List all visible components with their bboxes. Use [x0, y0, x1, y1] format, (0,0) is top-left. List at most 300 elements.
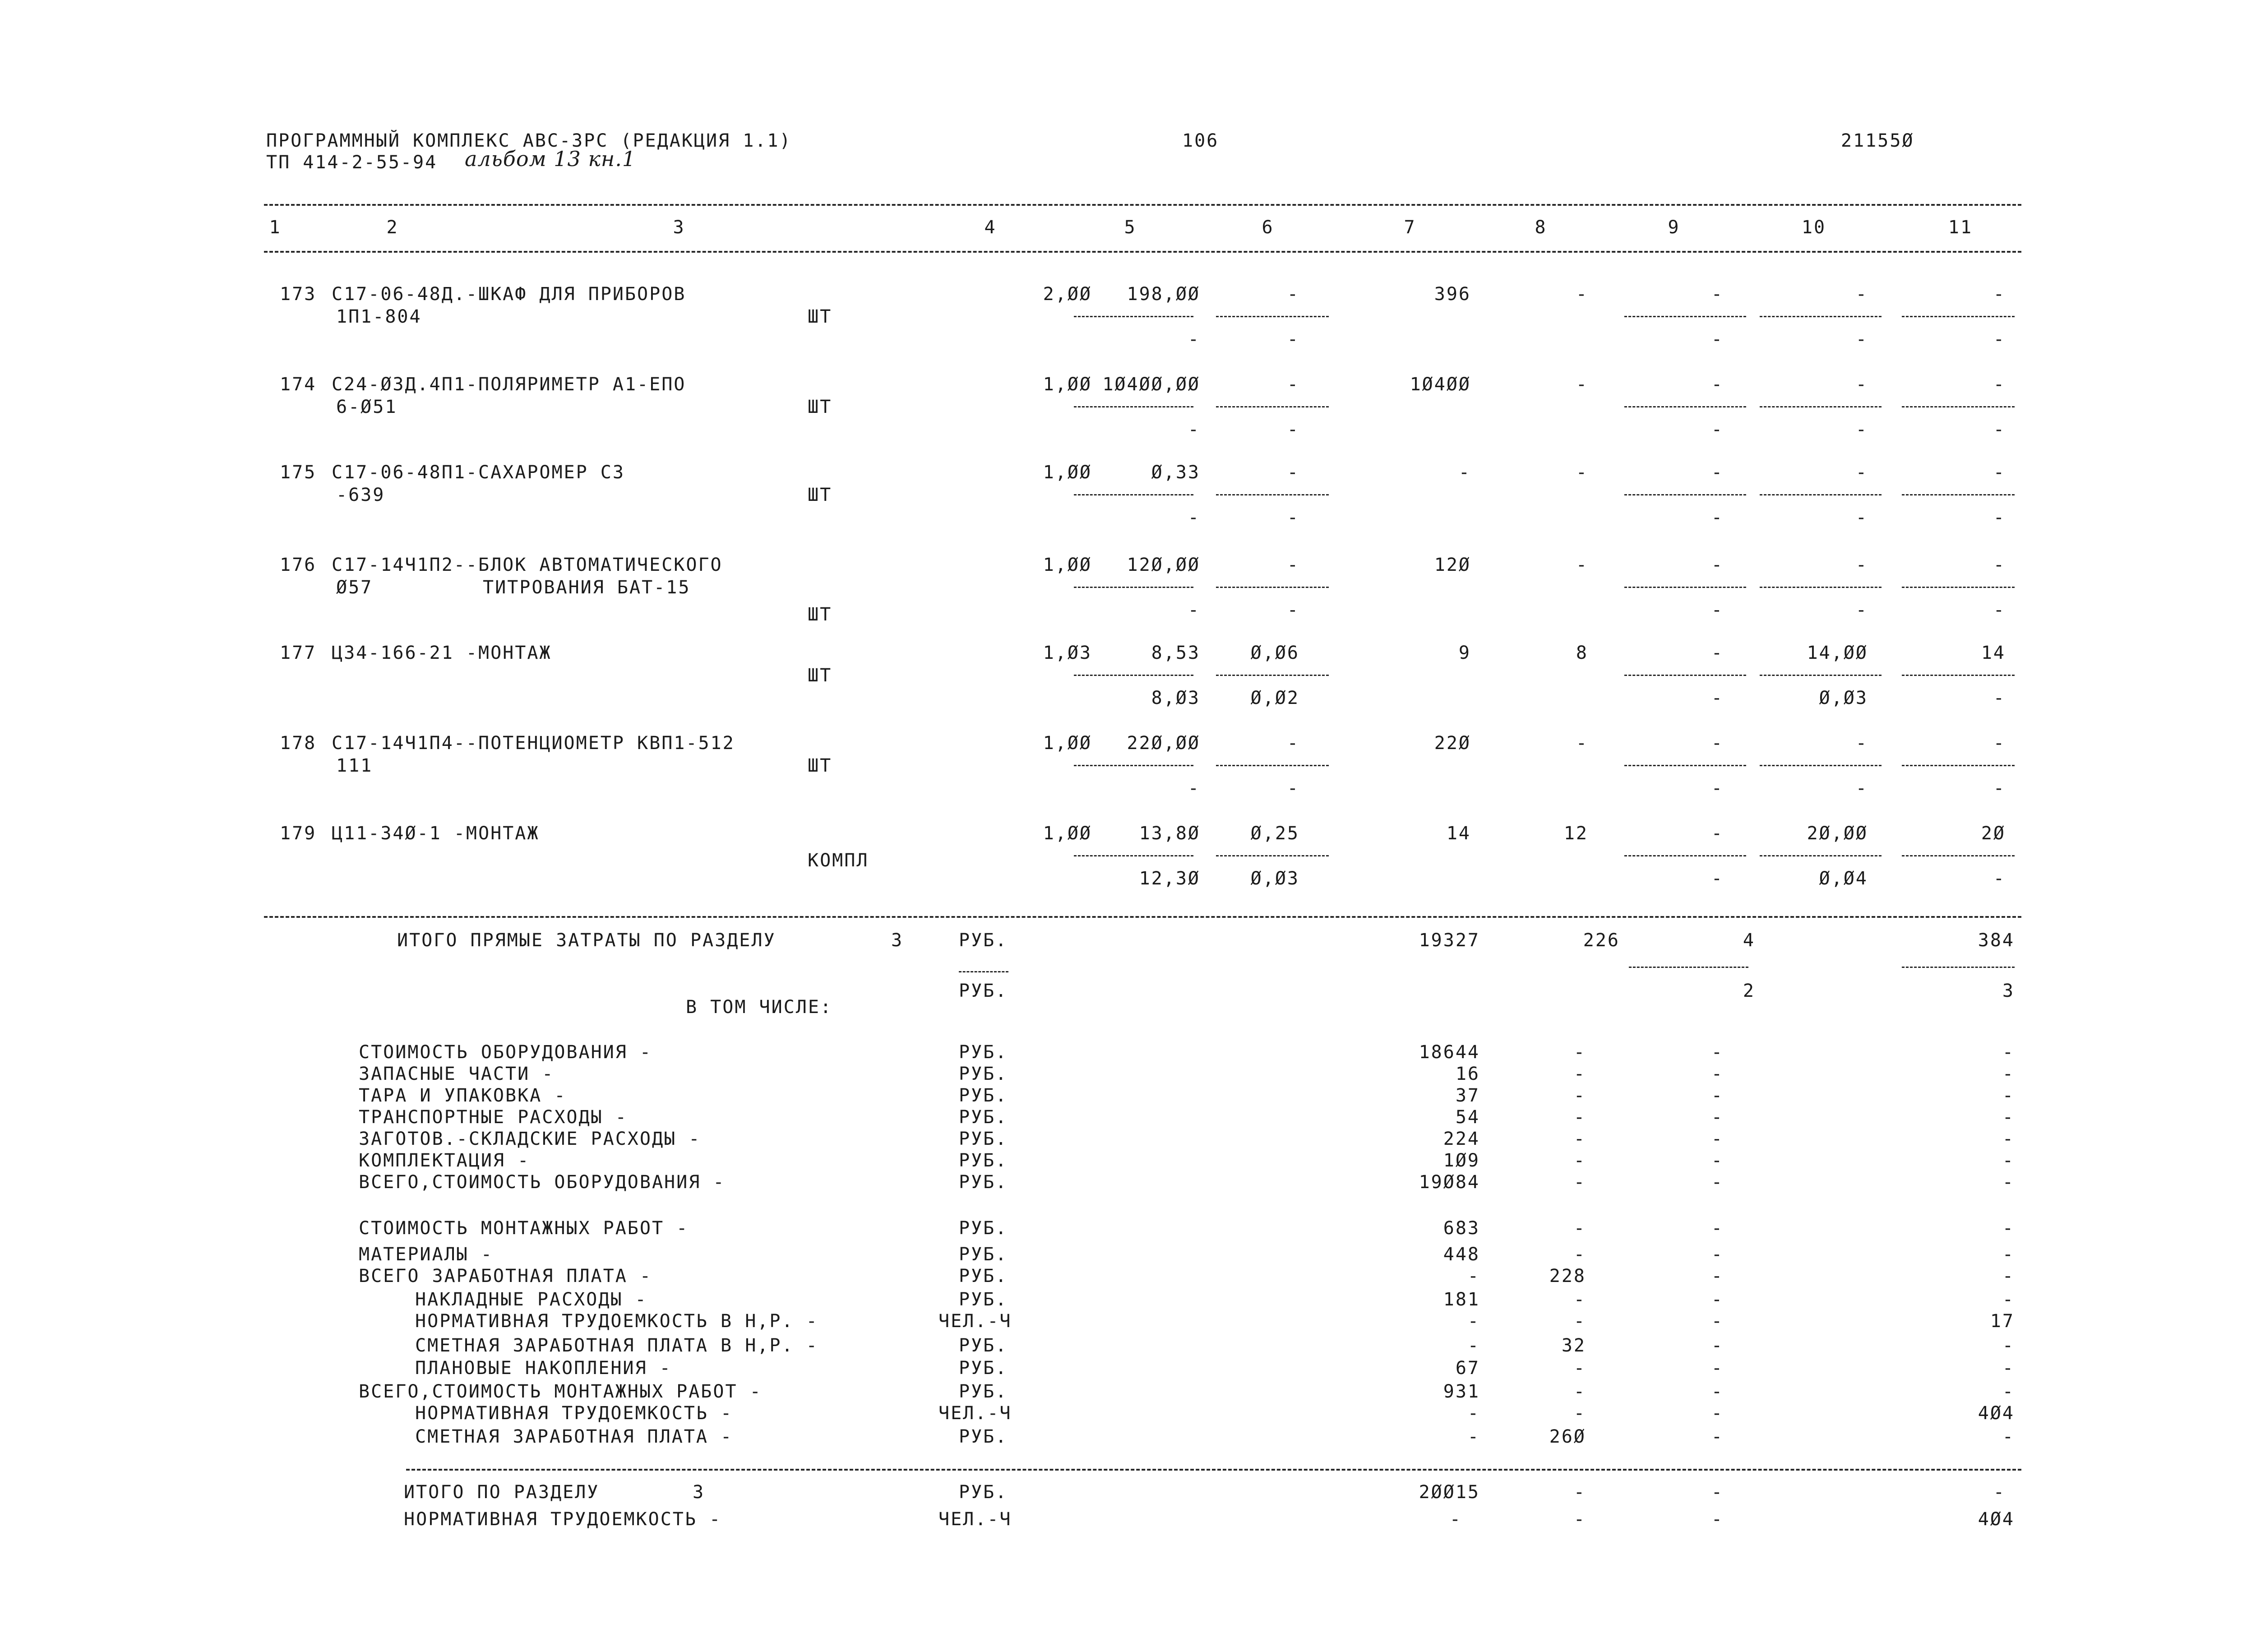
item-col6-lower: -	[1287, 419, 1299, 440]
breakdown-col7: 67	[1455, 1358, 1480, 1379]
item-quantity: 1,ØØ	[1043, 462, 1092, 483]
breakdown-col9: -	[1711, 1358, 1724, 1379]
item-sep-col10	[1760, 855, 1882, 856]
column-header-6: 6	[1262, 217, 1274, 238]
item-col8: -	[1576, 284, 1588, 305]
item-col6: -	[1287, 284, 1299, 305]
item-col6-lower: -	[1287, 778, 1299, 799]
breakdown-label: ВСЕГО,СТОИМОСТЬ ОБОРУДОВАНИЯ -	[359, 1172, 726, 1193]
item-sep-col5	[1074, 316, 1193, 317]
item-col5: 1Ø4ØØ,ØØ	[1102, 374, 1200, 395]
breakdown-unit: ЧЕЛ.-Ч	[938, 1311, 1012, 1332]
item-col7: -	[1458, 462, 1471, 483]
breakdown-col8: -	[1573, 1218, 1586, 1239]
section-total-label: ИТОГО ПО РАЗДЕЛУ	[404, 1482, 600, 1503]
breakdown-label: ВСЕГО,СТОИМОСТЬ МОНТАЖНЫХ РАБОТ -	[359, 1381, 762, 1402]
item-code-name: С17-14Ч1П2--БЛОК АВТОМАТИЧЕСКОГО	[332, 555, 723, 575]
item-code-name: С17-06-48П1-САХАРОМЕР С3	[332, 462, 625, 483]
breakdown-col9: -	[1711, 1311, 1724, 1332]
item-col10-lower: -	[1855, 507, 1868, 528]
item-col6-lower: -	[1287, 600, 1299, 620]
total-direct-col9b: 2	[1743, 981, 1755, 1001]
item-name-cont: -639	[336, 485, 385, 505]
breakdown-label: СТОИМОСТЬ ОБОРУДОВАНИЯ -	[359, 1042, 652, 1063]
item-sep-col6	[1216, 855, 1329, 856]
breakdown-col9: -	[1711, 1107, 1724, 1128]
breakdown-col8: -	[1573, 1172, 1586, 1193]
breakdown-col8: -	[1573, 1403, 1586, 1424]
breakdown-unit: РУБ.	[959, 1042, 1008, 1063]
breakdown-unit: РУБ.	[959, 1172, 1008, 1193]
breakdown-col9: -	[1711, 1403, 1724, 1424]
breakdown-col11: -	[2002, 1042, 2015, 1063]
total-direct-unit: РУБ.	[959, 930, 1008, 951]
item-number: 178	[280, 733, 317, 754]
item-col5: 198,ØØ	[1127, 284, 1200, 305]
item-col7: 396	[1434, 284, 1471, 305]
item-name-cont2: ТИТРОВАНИЯ БАТ-15	[483, 577, 691, 598]
item-sep-col9	[1624, 675, 1746, 676]
breakdown-col9: -	[1711, 1172, 1724, 1193]
item-quantity: 2,ØØ	[1043, 284, 1092, 305]
item-col11: -	[1993, 284, 2006, 305]
breakdown-label: ВСЕГО ЗАРАБОТНАЯ ПЛАТА -	[359, 1266, 652, 1286]
breakdown-col7: 18644	[1419, 1042, 1480, 1063]
breakdown-unit: РУБ.	[959, 1358, 1008, 1379]
item-col9: -	[1711, 823, 1724, 844]
breakdown-col9: -	[1711, 1085, 1724, 1106]
total-direct-sep-col11	[1902, 967, 2015, 968]
item-sep-col9	[1624, 855, 1746, 856]
column-header-8: 8	[1535, 217, 1547, 238]
breakdown-col7: 683	[1443, 1218, 1480, 1239]
breakdown-col9: -	[1711, 1244, 1724, 1265]
breakdown-label: СМЕТНАЯ ЗАРАБОТНАЯ ПЛАТА В Н,Р. -	[415, 1335, 818, 1356]
item-sep-col9	[1624, 494, 1746, 495]
item-col9: -	[1711, 643, 1724, 663]
section-total-labor-col7: -	[1449, 1509, 1462, 1530]
breakdown-col7: 1Ø9	[1443, 1150, 1480, 1171]
section-total-labor-unit: ЧЕЛ.-Ч	[938, 1509, 1012, 1530]
item-col6: -	[1287, 555, 1299, 575]
item-col11: -	[1993, 733, 2006, 754]
breakdown-col9: -	[1711, 1289, 1724, 1310]
item-sep-col11	[1902, 406, 2015, 407]
item-col10: -	[1855, 284, 1868, 305]
item-unit: ШТ	[808, 755, 832, 776]
section-total-labor-label: НОРМАТИВНАЯ ТРУДОЕМКОСТЬ -	[404, 1509, 722, 1530]
item-col10: -	[1855, 374, 1868, 395]
breakdown-col9: -	[1711, 1381, 1724, 1402]
item-col11: 14	[1981, 643, 2006, 663]
item-col5: 8,53	[1151, 643, 1200, 663]
breakdown-unit: РУБ.	[959, 1129, 1008, 1149]
column-header-11: 11	[1948, 217, 1973, 238]
breakdown-col8: 26Ø	[1549, 1426, 1586, 1447]
item-quantity: 1,ØØ	[1043, 733, 1092, 754]
item-col7: 1Ø4ØØ	[1410, 374, 1471, 395]
breakdown-col7: -	[1467, 1426, 1480, 1447]
item-col5-lower: -	[1188, 329, 1200, 350]
section-total-rule	[406, 1469, 2021, 1471]
breakdown-col8: -	[1573, 1085, 1586, 1106]
breakdown-col9: -	[1711, 1218, 1724, 1239]
breakdown-label: ЗАПАСНЫЕ ЧАСТИ -	[359, 1064, 555, 1084]
item-unit: КОМПЛ	[808, 850, 869, 871]
item-col11: -	[1993, 462, 2006, 483]
breakdown-col7: -	[1467, 1266, 1480, 1286]
item-col9-lower: -	[1711, 329, 1724, 350]
item-col7: 22Ø	[1434, 733, 1471, 754]
item-code-name: Ц34-166-21 -МОНТАЖ	[332, 643, 552, 663]
item-col11-lower: -	[1993, 600, 2006, 620]
breakdown-col7: -	[1467, 1311, 1480, 1332]
breakdown-unit: РУБ.	[959, 1335, 1008, 1356]
item-col9-lower: -	[1711, 600, 1724, 620]
breakdown-col7: 19Ø84	[1419, 1172, 1480, 1193]
breakdown-col7: 931	[1443, 1381, 1480, 1402]
item-col10-lower: -	[1855, 600, 1868, 620]
item-col9-lower: -	[1711, 778, 1724, 799]
item-col11-lower: -	[1993, 507, 2006, 528]
item-col7: 14	[1446, 823, 1471, 844]
breakdown-col8: -	[1573, 1311, 1586, 1332]
handwritten-note: альбом 13 кн.1	[465, 147, 636, 171]
breakdown-col8: 32	[1561, 1335, 1586, 1356]
breakdown-col11: -	[2002, 1335, 2015, 1356]
item-col5: Ø,33	[1151, 462, 1200, 483]
breakdown-col7: -	[1467, 1403, 1480, 1424]
item-col5-lower: -	[1188, 507, 1200, 528]
breakdown-col11: -	[2002, 1129, 2015, 1149]
item-sep-col6	[1216, 765, 1329, 766]
breakdown-unit: РУБ.	[959, 1426, 1008, 1447]
total-direct-label: ИТОГО ПРЯМЫЕ ЗАТРАТЫ ПО РАЗДЕЛУ	[397, 930, 776, 951]
section-total-labor-col11: 4Ø4	[1978, 1509, 2015, 1530]
breakdown-col8: -	[1573, 1064, 1586, 1084]
item-col5: 22Ø,ØØ	[1127, 733, 1200, 754]
total-direct-sep-col9	[1629, 967, 1748, 968]
item-sep-col6	[1216, 675, 1329, 676]
column-header-5: 5	[1124, 217, 1137, 238]
item-col8: -	[1576, 462, 1588, 483]
breakdown-col7: 37	[1455, 1085, 1480, 1106]
breakdown-col9: -	[1711, 1426, 1724, 1447]
item-sep-col9	[1624, 316, 1746, 317]
breakdown-col11: 17	[1990, 1311, 2015, 1332]
item-sep-col11	[1902, 316, 2015, 317]
item-col10: 2Ø,ØØ	[1807, 823, 1868, 844]
breakdown-col7: 224	[1443, 1129, 1480, 1149]
item-col9-lower: -	[1711, 868, 1724, 889]
item-number: 175	[280, 462, 317, 483]
breakdown-unit: РУБ.	[959, 1381, 1008, 1402]
item-col11: 2Ø	[1981, 823, 2006, 844]
breakdown-col11: -	[2002, 1172, 2015, 1193]
item-col9-lower: -	[1711, 688, 1724, 708]
breakdown-col7: 448	[1443, 1244, 1480, 1265]
item-col5-lower: -	[1188, 600, 1200, 620]
page-number: 106	[1182, 130, 1219, 151]
item-code-name: С17-14Ч1П4--ПОТЕНЦИОМЕТР КВП1-512	[332, 733, 735, 754]
item-col10: -	[1855, 555, 1868, 575]
item-col9: -	[1711, 555, 1724, 575]
item-name-cont: Ø57	[336, 577, 373, 598]
item-col8: 8	[1576, 643, 1588, 663]
item-sep-col6	[1216, 587, 1329, 588]
item-sep-col11	[1902, 675, 2015, 676]
breakdown-col7: -	[1467, 1335, 1480, 1356]
item-col8: -	[1576, 555, 1588, 575]
item-sep-col5	[1074, 406, 1193, 407]
item-number: 177	[280, 643, 317, 663]
item-col10-lower: Ø,Ø4	[1819, 868, 1868, 889]
item-number: 173	[280, 284, 317, 305]
breakdown-col11: -	[2002, 1289, 2015, 1310]
total-direct-col7: 19327	[1419, 930, 1480, 951]
item-col11-lower: -	[1993, 688, 2006, 708]
breakdown-col11: -	[2002, 1218, 2015, 1239]
item-number: 174	[280, 374, 317, 395]
project-code: ТП 414-2-55-94	[266, 152, 438, 173]
section-total-unit: РУБ.	[959, 1482, 1008, 1503]
item-sep-col10	[1760, 765, 1882, 766]
breakdown-col8: -	[1573, 1042, 1586, 1063]
item-col11: -	[1993, 555, 2006, 575]
item-unit: ШТ	[808, 397, 832, 417]
breakdown-col8: 228	[1549, 1266, 1586, 1286]
item-col9-lower: -	[1711, 507, 1724, 528]
breakdown-col11: -	[2002, 1150, 2015, 1171]
breakdown-label: МАТЕРИАЛЫ -	[359, 1244, 493, 1265]
section-total-labor-col8: -	[1573, 1509, 1586, 1530]
item-code-name: С17-06-48Д.-ШКАФ ДЛЯ ПРИБОРОВ	[332, 284, 686, 305]
section-total-col8: -	[1573, 1482, 1586, 1503]
including-heading: В ТОМ ЧИСЛЕ:	[686, 997, 832, 1018]
item-col10: -	[1855, 462, 1868, 483]
breakdown-label: ЗАГОТОВ.-СКЛАДСКИЕ РАСХОДЫ -	[359, 1129, 701, 1149]
item-col8: -	[1576, 733, 1588, 754]
items-end-rule	[264, 916, 2021, 918]
item-sep-col5	[1074, 855, 1193, 856]
breakdown-col11: -	[2002, 1381, 2015, 1402]
breakdown-col11: -	[2002, 1266, 2015, 1286]
item-col11-lower: -	[1993, 778, 2006, 799]
column-header-4: 4	[984, 217, 997, 238]
item-code-name: С24-Ø3Д.4П1-ПОЛЯРИМЕТР А1-ЕПО	[332, 374, 686, 395]
breakdown-label: ТРАНСПОРТНЫЕ РАСХОДЫ -	[359, 1107, 628, 1128]
item-col11-lower: -	[1993, 329, 2006, 350]
breakdown-col7: 181	[1443, 1289, 1480, 1310]
item-col5: 12Ø,ØØ	[1127, 555, 1200, 575]
item-col5-lower: 12,3Ø	[1139, 868, 1200, 889]
item-sep-col11	[1902, 855, 2015, 856]
item-col10-lower: Ø,Ø3	[1819, 688, 1868, 708]
item-col6: -	[1287, 374, 1299, 395]
total-direct-col11: 384	[1978, 930, 2015, 951]
item-col6-lower: -	[1287, 329, 1299, 350]
column-header-2: 2	[386, 217, 399, 238]
item-sep-col6	[1216, 406, 1329, 407]
document-number: 21155Ø	[1841, 130, 1914, 151]
item-col7: 12Ø	[1434, 555, 1471, 575]
column-header-3: 3	[673, 217, 685, 238]
item-col10: 14,ØØ	[1807, 643, 1868, 663]
total-direct-col11b: 3	[2002, 981, 2015, 1001]
item-sep-col9	[1624, 406, 1746, 407]
item-unit: ШТ	[808, 485, 832, 505]
breakdown-col11: -	[2002, 1064, 2015, 1084]
item-quantity: 1,ØØ	[1043, 555, 1092, 575]
item-code-name: Ц11-34Ø-1 -МОНТАЖ	[332, 823, 540, 844]
section-total-col7: 2ØØ15	[1419, 1482, 1480, 1503]
breakdown-label: КОМПЛЕКТАЦИЯ -	[359, 1150, 530, 1171]
item-col6-lower: -	[1287, 507, 1299, 528]
breakdown-col11: -	[2002, 1358, 2015, 1379]
item-unit: ШТ	[808, 604, 832, 625]
section-total-section: 3	[693, 1482, 705, 1503]
breakdown-col8: -	[1573, 1107, 1586, 1128]
item-col9: -	[1711, 733, 1724, 754]
item-col11-lower: -	[1993, 419, 2006, 440]
item-col6-lower: Ø,Ø2	[1250, 688, 1299, 708]
item-col11-lower: -	[1993, 868, 2006, 889]
item-sep-col11	[1902, 494, 2015, 495]
item-sep-col10	[1760, 406, 1882, 407]
breakdown-col8: -	[1573, 1358, 1586, 1379]
breakdown-col8: -	[1573, 1150, 1586, 1171]
item-sep-col6	[1216, 316, 1329, 317]
item-sep-col5	[1074, 494, 1193, 495]
breakdown-col9: -	[1711, 1335, 1724, 1356]
item-col5-lower: 8,Ø3	[1151, 688, 1200, 708]
total-direct-col9: 4	[1743, 930, 1755, 951]
breakdown-col11: 4Ø4	[1978, 1403, 2015, 1424]
breakdown-unit: РУБ.	[959, 1064, 1008, 1084]
breakdown-unit: РУБ.	[959, 1085, 1008, 1106]
breakdown-unit: РУБ.	[959, 1218, 1008, 1239]
item-quantity: 1,ØØ	[1043, 823, 1092, 844]
item-col9: -	[1711, 462, 1724, 483]
item-col6: Ø,Ø6	[1250, 643, 1299, 663]
breakdown-unit: РУБ.	[959, 1107, 1008, 1128]
item-sep-col6	[1216, 494, 1329, 495]
breakdown-col9: -	[1711, 1266, 1724, 1286]
item-col6: Ø,25	[1250, 823, 1299, 844]
item-col5-lower: -	[1188, 778, 1200, 799]
total-direct-section: 3	[891, 930, 904, 951]
breakdown-unit: РУБ.	[959, 1244, 1008, 1265]
breakdown-col8: -	[1573, 1244, 1586, 1265]
program-title: ПРОГРАММНЫЙ КОМПЛЕКС АВС-3РС (РЕДАКЦИЯ 1.1)	[266, 130, 792, 151]
item-sep-col9	[1624, 765, 1746, 766]
item-sep-col11	[1902, 587, 2015, 588]
breakdown-col7: 54	[1455, 1107, 1480, 1128]
item-number: 179	[280, 823, 317, 844]
item-unit: ШТ	[808, 306, 832, 327]
column-header-10: 10	[1801, 217, 1826, 238]
item-col10-lower: -	[1855, 419, 1868, 440]
item-sep-col5	[1074, 675, 1193, 676]
breakdown-col7: 16	[1455, 1064, 1480, 1084]
breakdown-col8: -	[1573, 1381, 1586, 1402]
item-col6: -	[1287, 462, 1299, 483]
column-header-7: 7	[1404, 217, 1416, 238]
breakdown-col9: -	[1711, 1064, 1724, 1084]
item-col9: -	[1711, 374, 1724, 395]
breakdown-label: СМЕТНАЯ ЗАРАБОТНАЯ ПЛАТА -	[415, 1426, 733, 1447]
item-col5: 13,8Ø	[1139, 823, 1200, 844]
item-quantity: 1,ØØ	[1043, 374, 1092, 395]
breakdown-col11: -	[2002, 1426, 2015, 1447]
column-header-1: 1	[269, 217, 282, 238]
item-sep-col5	[1074, 765, 1193, 766]
breakdown-unit: РУБ.	[959, 1289, 1008, 1310]
breakdown-col11: -	[2002, 1107, 2015, 1128]
section-total-col9: -	[1711, 1482, 1724, 1503]
total-direct-col8: 226	[1583, 930, 1620, 951]
breakdown-unit: ЧЕЛ.-Ч	[938, 1403, 1012, 1424]
breakdown-unit: РУБ.	[959, 1150, 1008, 1171]
breakdown-col9: -	[1711, 1042, 1724, 1063]
item-col7: 9	[1458, 643, 1471, 663]
item-name-cont: 111	[336, 755, 373, 776]
total-direct-sep-unit	[959, 971, 1008, 972]
item-col6-lower: Ø,Ø3	[1250, 868, 1299, 889]
breakdown-col9: -	[1711, 1129, 1724, 1149]
section-total-labor-col9: -	[1711, 1509, 1724, 1530]
item-col8: -	[1576, 374, 1588, 395]
breakdown-label: СТОИМОСТЬ МОНТАЖНЫХ РАБОТ -	[359, 1218, 689, 1239]
item-col8: 12	[1563, 823, 1588, 844]
breakdown-label: ТАРА И УПАКОВКА -	[359, 1085, 567, 1106]
item-sep-col11	[1902, 765, 2015, 766]
item-number: 176	[280, 555, 317, 575]
breakdown-col8: -	[1573, 1289, 1586, 1310]
section-total-col11: -	[1993, 1482, 2006, 1503]
breakdown-col8: -	[1573, 1129, 1586, 1149]
breakdown-unit: РУБ.	[959, 1266, 1008, 1286]
item-col5-lower: -	[1188, 419, 1200, 440]
header-bottom-rule	[264, 251, 2021, 253]
header-top-rule	[264, 204, 2021, 206]
item-col10-lower: -	[1855, 329, 1868, 350]
breakdown-label: НОРМАТИВНАЯ ТРУДОЕМКОСТЬ В Н,Р. -	[415, 1311, 818, 1332]
item-col9: -	[1711, 284, 1724, 305]
item-name-cont: 6-Ø51	[336, 397, 398, 417]
item-name-cont: 1П1-804	[336, 306, 422, 327]
breakdown-col11: -	[2002, 1085, 2015, 1106]
item-quantity: 1,Ø3	[1043, 643, 1092, 663]
item-col11: -	[1993, 374, 2006, 395]
breakdown-label: ПЛАНОВЫЕ НАКОПЛЕНИЯ -	[415, 1358, 672, 1379]
item-sep-col5	[1074, 587, 1193, 588]
item-sep-col10	[1760, 587, 1882, 588]
item-col6: -	[1287, 733, 1299, 754]
item-sep-col10	[1760, 494, 1882, 495]
column-header-9: 9	[1668, 217, 1680, 238]
item-col10: -	[1855, 733, 1868, 754]
breakdown-label: НОРМАТИВНАЯ ТРУДОЕМКОСТЬ -	[415, 1403, 733, 1424]
item-col9-lower: -	[1711, 419, 1724, 440]
breakdown-col9: -	[1711, 1150, 1724, 1171]
breakdown-col11: -	[2002, 1244, 2015, 1265]
item-sep-col10	[1760, 316, 1882, 317]
item-sep-col10	[1760, 675, 1882, 676]
breakdown-label: НАКЛАДНЫЕ РАСХОДЫ -	[415, 1289, 647, 1310]
item-unit: ШТ	[808, 665, 832, 686]
item-sep-col9	[1624, 587, 1746, 588]
